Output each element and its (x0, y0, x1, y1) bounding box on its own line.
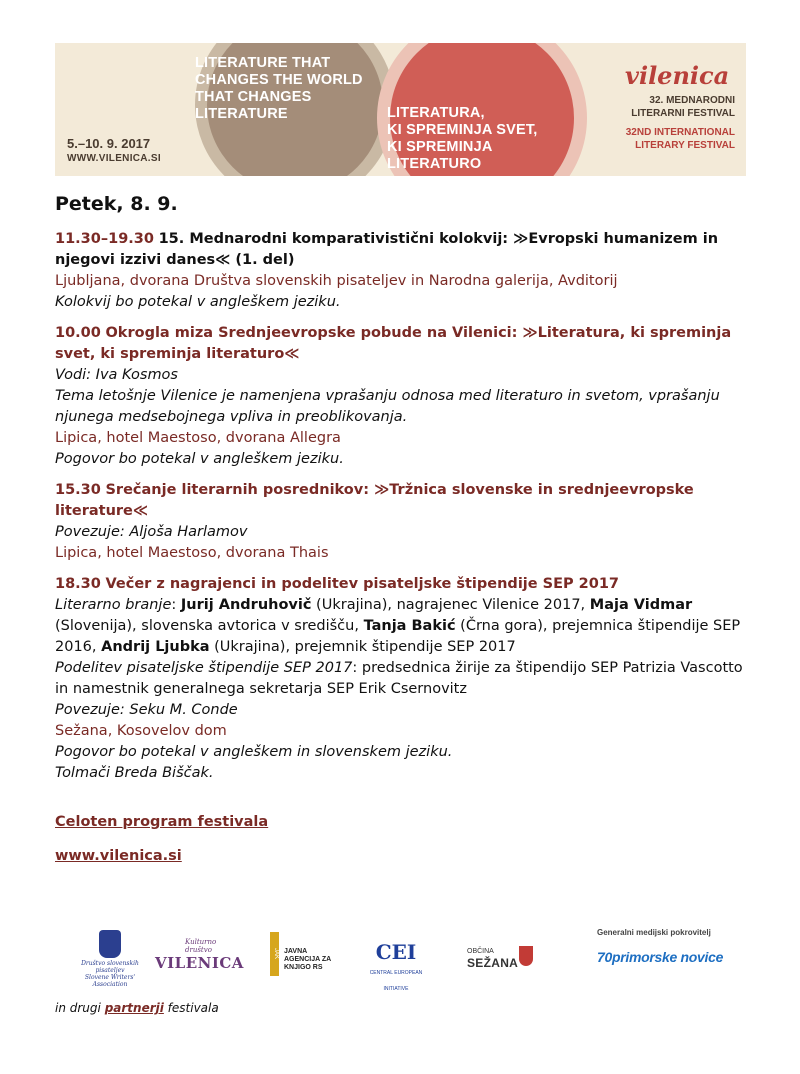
coat-of-arms-icon (519, 946, 533, 966)
author-name: Tanja Bakić (363, 618, 456, 634)
event-time: 15.30 (55, 482, 101, 498)
day-heading: Petek, 8. 9. (55, 193, 178, 215)
event-title: 15. Mednarodni komparativistični kolokvij: ≫Evropski humanizem in njegovi izzivi danes≪ (1. del) (55, 231, 719, 268)
banner-url: WWW.VILENICA.SI (67, 153, 161, 164)
event-note: Kolokvij bo potekal v angleškem jeziku. (55, 294, 341, 310)
event-title: Srečanje literarnih posrednikov: ≫Tržnica slovenske in srednjeevropske literature≪ (55, 482, 694, 519)
event-title: Večer z nagrajenci in podelitev pisateljske štipendije SEP 2017 (105, 576, 620, 592)
sezana-logo[interactable]: OBČINA SEŽANA (467, 948, 537, 971)
event-item (55, 480, 747, 564)
author-name: Maja Vidmar (589, 597, 693, 613)
event-item (55, 574, 747, 784)
full-program-link[interactable]: Celoten program festivala (55, 814, 269, 830)
event-item (55, 229, 747, 313)
event-location: Ljubljana, dvorana Društva slovenskih pisateljev in Narodna galerija, Avditorij (55, 273, 618, 289)
event-moderator: Povezuje: Aljoša Harlamov (55, 524, 248, 540)
award-label: Podelitev pisateljske štipendije SEP 2017 (55, 660, 353, 676)
footer-text: in drugi partnerji festivala (55, 1001, 219, 1015)
event-reading: Literarno branje: Jurij Andruhovič (Ukrajina), nagrajenec Vilenice 2017, Maja Vidmar (Slovenija), slovenska avtorica v središču, Tanja Bakić (Črna gora), prejemnica štipendije SEP 2016, Andrij Ljubka (Ukrajina), prejemnik štipendije SEP 2017 (55, 597, 741, 655)
event-time: 11.30–19.30 (55, 231, 154, 247)
event-time: 10.00 (55, 325, 101, 341)
banner-dates: 5.–10. 9. 2017 (67, 136, 151, 151)
event-list (55, 229, 747, 794)
event-location: Lipica, hotel Maestoso, dvorana Thais (55, 545, 329, 561)
banner-slogan-en: LITERATURE THAT CHANGES THE WORLD THAT CHANGES LITERATURE (195, 55, 363, 122)
festival-banner (55, 43, 746, 176)
event-interpreter: Tolmači Breda Biščak. (55, 765, 214, 781)
event-location: Lipica, hotel Maestoso, dvorana Allegra (55, 430, 341, 446)
event-note: Pogovor bo potekal v angleškem jeziku. (55, 451, 344, 467)
event-note: Pogovor bo potekal v angleškem in slovenskem jeziku. (55, 744, 453, 760)
event-moderator: Vodi: Iva Kosmos (55, 367, 178, 383)
banner-slogan-sl: LITERATURA, KI SPREMINJA SVET, KI SPREMINJA LITERATURO (387, 105, 538, 172)
banner-festival-sl: 32. MEDNARODNI LITERARNI FESTIVAL (631, 95, 735, 119)
author-name: Jurij Andruhovič (180, 597, 312, 613)
inkwell-icon (99, 930, 121, 958)
event-title: Okrogla miza Srednjeevropske pobude na Vilenici: ≫Literatura, ki spreminja svet, ki spreminja literaturo≪ (55, 325, 732, 362)
reading-label: Literarno branje (55, 597, 172, 613)
banner-festival-en: 32ND INTERNATIONAL LITERARY FESTIVAL (625, 127, 735, 151)
partner-logos: Društvo slovenskih pisateljev Slovene Writers' Association Kulturno društvo VILENICA JAK JAVNA AGENCIJA ZA KNJIGO RS CEI CENTRAL EUROPEAN INITIATIVE OBČINA SEŽANA Generalni medijski pokrovitelj 70primorske novice (55, 928, 747, 988)
event-description: Tema letošnje Vilenice je namenjena vprašanju odnosa med literaturo in svetom, vprašanju njunega medsebojnega vpliva in preoblikovanja. (55, 388, 720, 425)
cei-logo[interactable]: CEI CENTRAL EUROPEAN INITIATIVE (369, 940, 423, 992)
dsp-logo[interactable]: Društvo slovenskih pisateljev Slovene Writers' Association (75, 930, 145, 988)
kd-vilenica-logo[interactable]: Kulturno društvo VILENICA (155, 938, 244, 972)
event-award: Podelitev pisateljske štipendije SEP 2017: predsednica žirije za štipendijo SEP Patrizia Vascotto in namestnik generalnega sekretarja SEP Erik Csernovitz (55, 660, 743, 697)
author-name: Andrij Ljubka (101, 639, 210, 655)
event-time: 18.30 (55, 576, 101, 592)
event-location: Sežana, Kosovelov dom (55, 723, 227, 739)
event-moderator: Povezuje: Seku M. Conde (55, 702, 238, 718)
partners-link[interactable]: partnerji (104, 1001, 164, 1015)
vilenica-logo: vilenica (625, 61, 730, 90)
website-link[interactable]: www.vilenica.si (55, 848, 182, 864)
event-item (55, 323, 747, 470)
primorske-novice-logo[interactable]: Generalni medijski pokrovitelj 70primorske novice (597, 928, 724, 965)
